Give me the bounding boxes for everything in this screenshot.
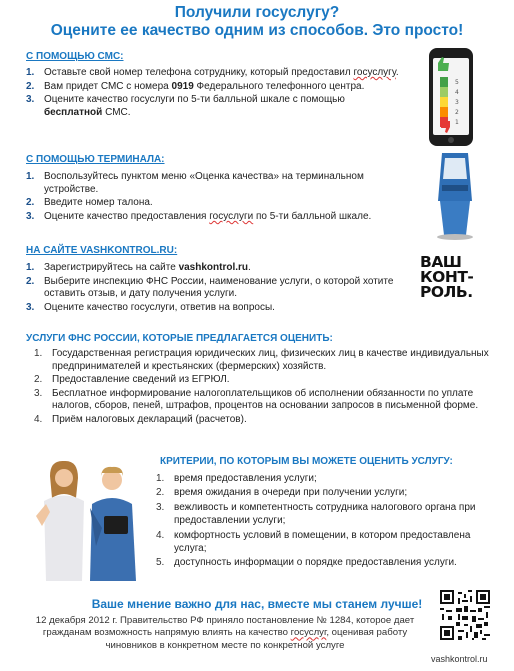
list-item-text: Вам придет СМС с номера: [44, 80, 172, 92]
site-list: [26, 262, 396, 315]
list-item: [26, 171, 396, 196]
list-item-text: время ожидания в очереди при получении услуги;: [174, 487, 408, 499]
list-item-number: 1.: [26, 171, 35, 182]
sms-heading: С ПОМОЩЬЮ СМС:: [26, 51, 124, 62]
list-item: [26, 94, 404, 119]
logo-line2: КОНТ-: [420, 268, 474, 286]
list-item-number: 1.: [156, 473, 165, 484]
list-item-text: Оцените качество предоставления: [44, 210, 210, 222]
list-item-number: 1.: [26, 67, 35, 78]
footer-text-underlined: госуслуг: [290, 627, 327, 639]
list-item: [34, 348, 494, 373]
list-item-text: vashkontrol.ru: [178, 262, 249, 273]
list-item-text: Оцените качество госуслуги по 5-ти балльной шкале с помощью: [44, 94, 345, 106]
list-item: [26, 197, 396, 210]
qr-code-icon: [440, 590, 490, 640]
vashkontrol-logo: [420, 255, 490, 300]
list-item: [156, 486, 494, 499]
list-item-text: вежливость и компетентность сотрудника налогового органа при предоставлении услуги;: [174, 501, 476, 527]
list-item-text: бесплатной: [44, 106, 103, 118]
website-link[interactable]: vashkontrol.ru: [431, 654, 488, 664]
list-item-text: 0919: [171, 80, 194, 92]
list-item-text: Воспользуйтесь пунктом меню «Оценка качества» на терминальном устройстве.: [44, 171, 364, 195]
list-item-number: 4.: [156, 529, 165, 541]
list-item-number: 3.: [26, 94, 35, 106]
list-item-text: доступность информации о порядке предоставления услуги.: [174, 557, 457, 569]
services-heading: УСЛУГИ ФНС РОССИИ, КОТОРЫЕ ПРЕДЛАГАЕТСЯ ОЦЕНИТЬ:: [26, 333, 333, 344]
phone-icon: [428, 47, 474, 147]
list-item-text: Оцените качество госуслуги, ответив на вопросы.: [44, 301, 275, 313]
scale-3: 3: [455, 99, 459, 106]
list-item-number: 3.: [26, 301, 35, 313]
list-item-text: Зарегистрируйтесь на сайте: [44, 262, 179, 273]
list-item-number: 1.: [26, 262, 35, 273]
services-list: [34, 348, 494, 428]
list-item-text: комфортность условий в помещении, в котором предоставлена услуга;: [174, 529, 471, 555]
list-item-text: Федерального телефонного центра.: [193, 80, 365, 92]
list-item-text: .: [395, 67, 399, 78]
list-item-text: Бесплатное информирование налогоплательщиков об исполнении обязанности по уплате налогов, сборов, пеней, штрафов, процентов на основании запросов в письменной форме.: [52, 387, 479, 412]
terminal-heading: С ПОМОЩЬЮ ТЕРМИНАЛА:: [26, 154, 165, 165]
list-item-text: госуслуги: [209, 210, 254, 222]
list-item: [26, 262, 396, 275]
list-item-number: 2.: [26, 275, 35, 287]
list-item-number: 3.: [34, 387, 43, 399]
list-item: [34, 414, 494, 427]
list-item: [156, 472, 494, 485]
list-item: [34, 388, 494, 413]
footer-text-post: , оценивая работу чиновников в конкретном месте по конкретной услуге: [105, 627, 408, 651]
list-item-text: Государственная регистрация юридических лиц, физических лиц в качестве индивидуальных предпринимателей и крестьянских (фермерских) хозяйств.: [52, 348, 489, 372]
terminal-list: [26, 171, 396, 224]
terminal-icon: [424, 151, 484, 241]
list-item-number: 2.: [26, 197, 35, 209]
list-item-number: 1.: [34, 348, 43, 359]
list-item: [26, 211, 396, 224]
list-item: [156, 501, 494, 528]
list-item-text: Введите номер талона.: [44, 197, 153, 209]
list-item-number: 2.: [34, 374, 43, 386]
list-item-number: 2.: [26, 80, 35, 92]
list-item: [156, 529, 494, 556]
site-heading: НА САЙТЕ VASHKONTROL.RU:: [26, 245, 178, 256]
criteria-heading: КРИТЕРИИ, ПО КОТОРЫМ ВЫ МОЖЕТЕ ОЦЕНИТЬ УСЛУГУ:: [160, 456, 453, 467]
list-item-number: 3.: [26, 210, 35, 222]
people-illustration: [30, 456, 150, 581]
list-item-number: 3.: [156, 501, 165, 513]
scale-4: 4: [455, 89, 459, 96]
logo-line1: ВАШ: [420, 253, 462, 271]
list-item: [26, 276, 396, 301]
scale-5: 5: [455, 79, 459, 86]
list-item-text: Приём налоговых деклараций (расчетов).: [52, 413, 247, 425]
list-item-text: Предоставление сведений из ЕГРЮЛ.: [52, 374, 230, 386]
list-item: [26, 67, 404, 80]
criteria-list: [156, 472, 494, 571]
scale-1: 1: [455, 119, 459, 126]
logo-line3: РОЛЬ.: [420, 283, 473, 301]
list-item-text: время предоставления услуги;: [174, 473, 317, 484]
list-item: [26, 302, 396, 315]
list-item-number: 5.: [156, 557, 165, 569]
footer-text: [25, 615, 425, 652]
list-item-text: Оставьте свой номер телефона сотруднику, который предоставил: [44, 67, 354, 78]
list-item-text: по 5-ти балльной шкале.: [253, 210, 372, 222]
sms-list: [26, 67, 404, 120]
list-item: [156, 556, 494, 569]
list-item: [34, 374, 494, 387]
scale-2: 2: [455, 109, 459, 116]
list-item-text: госуслугу: [353, 67, 396, 78]
list-item-number: 4.: [34, 413, 43, 425]
list-item-number: 2.: [156, 487, 165, 499]
list-item: [26, 81, 404, 94]
header-subtitle: Оцените ее качество одним из способов. Это просто!: [50, 22, 464, 39]
footer-text-pre: 12 декабря 2012 г. Правительство РФ приняло постановление № 1284, которое дает гражданам возможность напрямую влиять на качество: [35, 615, 415, 639]
list-item-text: СМС.: [102, 106, 131, 118]
list-item-text: .: [248, 262, 251, 273]
list-item-text: Выберите инспекцию ФНС России, наименование услуги, о которой хотите оставить отзыв, и дату получения услуги.: [44, 275, 394, 300]
header-title: Получили госуслугу?: [174, 4, 340, 21]
slogan: Ваше мнение важно для нас, вместе мы станем лучше!: [91, 597, 423, 611]
